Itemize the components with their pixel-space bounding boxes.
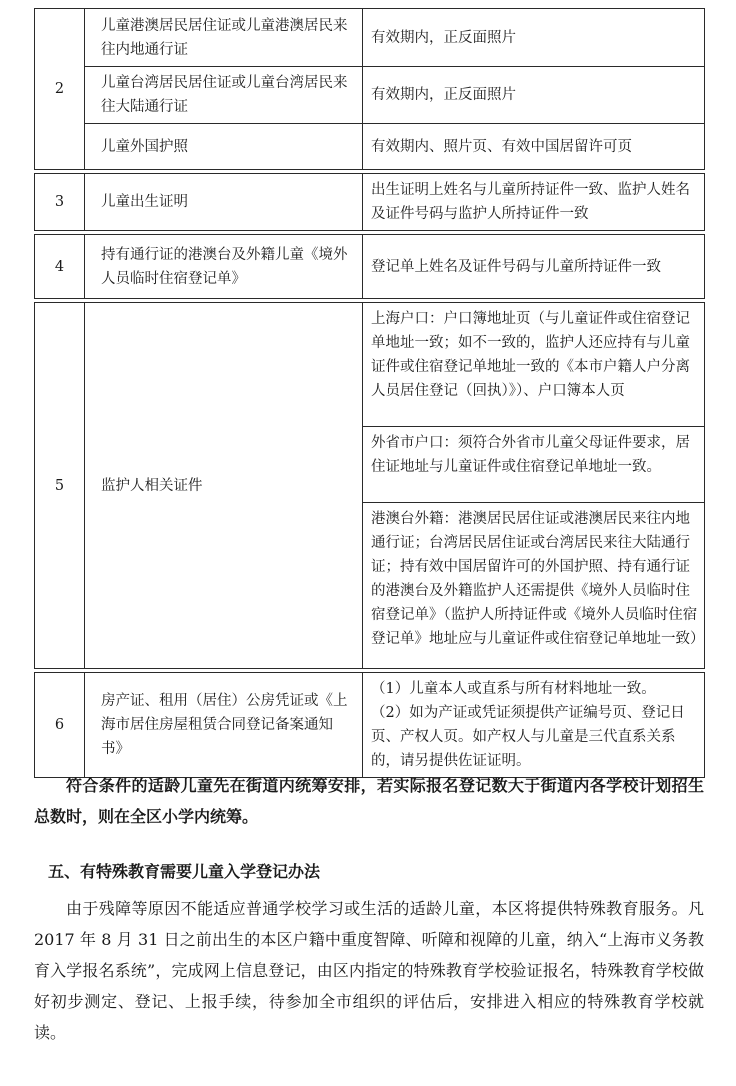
guardian-foreign-requirement: 港澳台外籍：港澳居民居住证或港澳居民来往内地通行证；台湾居民居住证或台湾居民来往大陆通行证；持有效中国居留许可的外国护照、持有通行证的港澳台及外籍监护人还需提供《境外人员临时住宿登记单》（监护人所持证件或《境外人员临时住宿登记单》地址应与儿童证件或住宿登记单地址一致） (363, 503, 705, 669)
document-item: 房产证、租用（居住）公房凭证或《上海市居住房屋租赁合同登记备案通知书》 (85, 673, 363, 778)
table-row (35, 67, 705, 124)
document-requirement: 出生证明上姓名与儿童所持证件一致、监护人姓名及证件号码与监护人所持证件一致 (363, 174, 705, 231)
document-requirement: 有效期内，正反面照片 (363, 67, 705, 124)
guardian-shanghai-requirement: 上海户口：户口簿地址页（与儿童证件或住宿登记单地址一致；如不一致的，监护人还应持有与儿童证件或住宿登记单地址一致的《本市户籍人户分离人员居住登记（回执）》）、户口簿本人页 (363, 303, 705, 427)
section-heading: 五、有特殊教育需要儿童入学登记办法 (48, 862, 321, 881)
document-item: 儿童台湾居民居住证或儿童台湾居民来往大陆通行证 (85, 67, 363, 124)
guardian-other-province-requirement: 外省市户口：须符合外省市儿童父母证件要求，居住证地址与儿童证件或住宿登记单地址一致。 (363, 427, 705, 503)
document-requirement: 有效期内，正反面照片 (363, 9, 705, 67)
requirement-line: （1）儿童本人或直系与所有材料地址一致。 (371, 681, 656, 697)
row-number: 3 (35, 174, 85, 231)
coordination-paragraph: 符合条件的适龄儿童先在街道内统筹安排，若实际报名登记数大于街道内各学校计划招生总数时，则在全区小学内统筹。 (34, 776, 704, 826)
row-number: 2 (35, 9, 85, 170)
document-requirement: 登记单上姓名及证件号码与儿童所持证件一致 (363, 235, 705, 299)
document-requirement: 有效期内、照片页、有效中国居留许可页 (363, 124, 705, 170)
table-row (35, 174, 705, 231)
requirements-table (34, 8, 705, 778)
table-row (35, 235, 705, 299)
document-item: 持有通行证的港澳台及外籍儿童《境外人员临时住宿登记单》 (85, 235, 363, 299)
table-row (35, 673, 705, 778)
document-item: 监护人相关证件 (85, 303, 363, 669)
row-number: 6 (35, 673, 85, 778)
document-item: 儿童出生证明 (85, 174, 363, 231)
requirement-line: （2）如为产证或凭证须提供产证编号页、登记日页、产权人页。如产权人与儿童是三代直系关系的，请另提供佐证证明。 (371, 705, 685, 769)
property-requirement (363, 673, 705, 778)
document-item: 儿童外国护照 (85, 124, 363, 170)
table-row (35, 124, 705, 170)
row-number: 4 (35, 235, 85, 299)
document-item: 儿童港澳居民居住证或儿童港澳居民来往内地通行证 (85, 9, 363, 67)
table-row (35, 303, 705, 427)
table-row (35, 9, 705, 67)
row-number: 5 (35, 303, 85, 669)
special-education-paragraph: 由于残障等原因不能适应普通学校学习或生活的适龄儿童，本区将提供特殊教育服务。凡 2017 年 8 月 31 日之前出生的本区户籍中重度智障、听障和视障的儿童，纳入“上海市义务教育入学报名系统”，完成网上信息登记，由区内指定的特殊教育学校验证报名，特殊教育学校做好初步测定、登记、上报手续，待参加全市组织的评估后，安排进入相应的特殊教育学校就读。 (34, 899, 704, 1042)
